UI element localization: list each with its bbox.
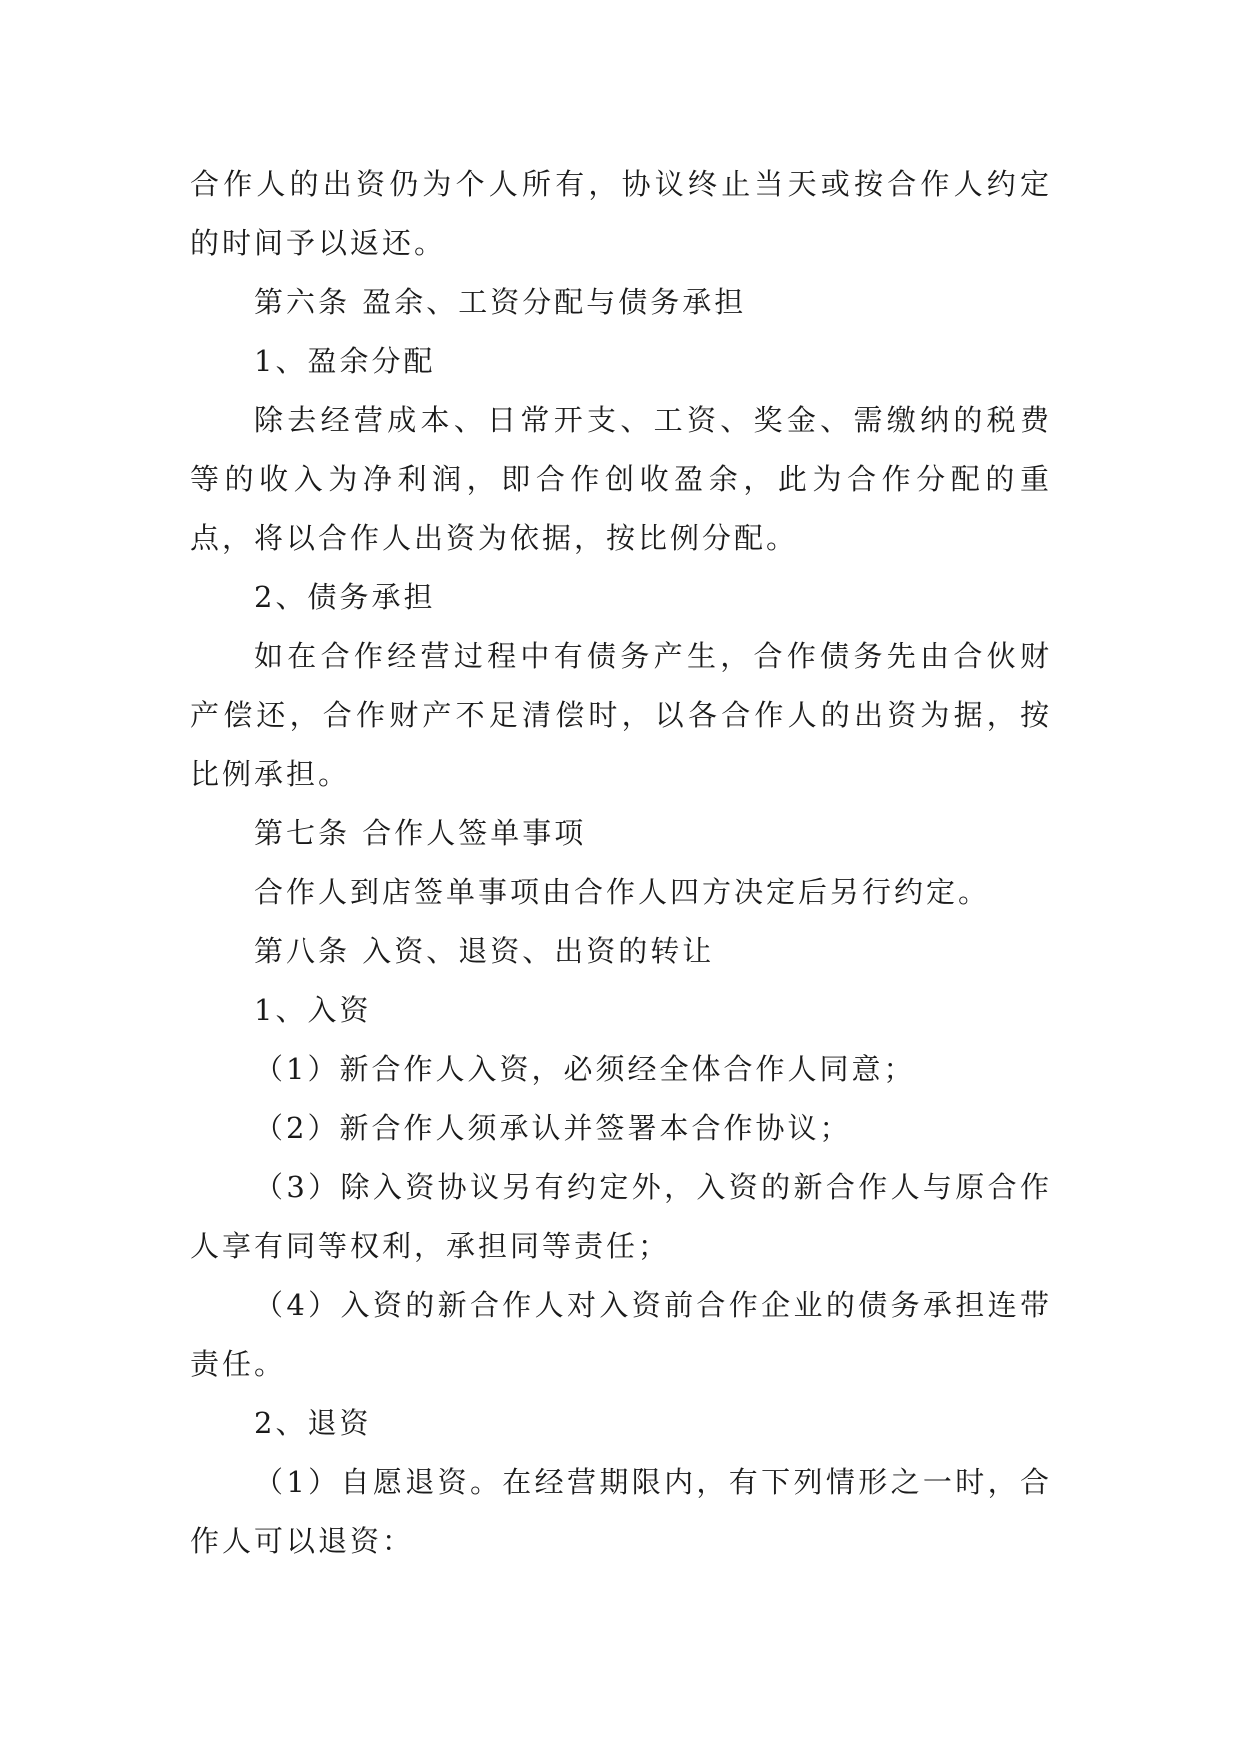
paragraph-signing-matters: 合作人到店签单事项由合作人四方决定后另行约定。 <box>254 875 991 909</box>
list-item-entry-4: （4）入资的新合作人对入资前合作企业的债务承担连带责任。 <box>190 1288 1052 1381</box>
list-item-withdrawal-1: （1）自愿退资。在经营期限内，有下列情形之一时，合作人可以退资： <box>190 1465 1052 1558</box>
paragraph-debt: 如在合作经营过程中有债务产生，合作债务先由合伙财产偿还，合作财产不足清偿时，以各合作人的出资为据，按比例承担。 <box>190 639 1052 791</box>
article-seven-heading: 第七条 合作人签单事项 <box>254 816 587 850</box>
list-item-entry-1: （1）新合作人入资，必须经全体合作人同意； <box>254 1052 916 1086</box>
paragraph-capital-ownership: 合作人的出资仍为个人所有，协议终止当天或按合作人约定的时间予以返还。 <box>190 167 1052 260</box>
document-body <box>190 155 1052 1571</box>
paragraph-profit-distribution: 除去经营成本、日常开支、工资、奖金、需缴纳的税费等的收入为净利润，即合作创收盈余，此为合作分配的重点，将以合作人出资为依据，按比例分配。 <box>190 403 1052 555</box>
section-withdrawal-heading: 2、退资 <box>254 1406 372 1440</box>
list-item-entry-3: （3）除入资协议另有约定外，入资的新合作人与原合作人享有同等权利，承担同等责任； <box>190 1170 1052 1263</box>
section-profit-distribution-heading: 1、盈余分配 <box>254 344 436 378</box>
section-capital-entry-heading: 1、入资 <box>254 993 372 1027</box>
section-debt-heading: 2、债务承担 <box>254 580 436 614</box>
list-item-entry-2: （2）新合作人须承认并签署本合作协议； <box>254 1111 852 1145</box>
article-eight-heading: 第八条 入资、退资、出资的转让 <box>254 934 715 968</box>
article-six-heading: 第六条 盈余、工资分配与债务承担 <box>254 285 747 319</box>
